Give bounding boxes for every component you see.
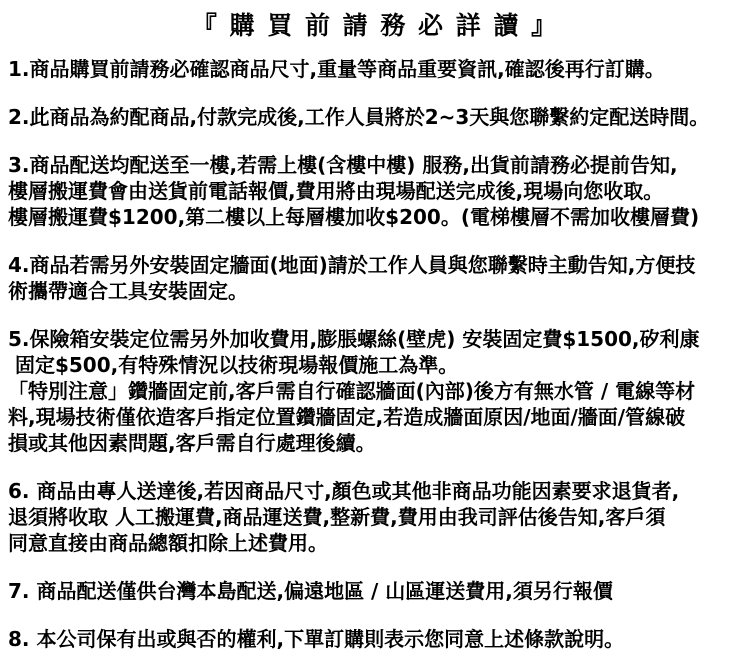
page-title: 『 購 買 前 請 務 必 詳 讀 』	[191, 11, 559, 40]
notice-paragraph-3	[8, 152, 750, 230]
notice-line: 樓層搬運費$1200,第二樓以上每層樓加收$200。(電梯樓層不需加收樓層費)	[8, 205, 700, 229]
notice-line: 固定$500,有特殊情況以技術現場報價施工為準。	[8, 353, 459, 377]
notice-line: 料,現場技術僅依造客戶指定位置鑽牆固定,若造成牆面原因/地面/牆面/管線破	[8, 405, 686, 429]
notice-line: 樓層搬運費會由送貨前電話報價,費用將由現場配送完成後,現場向您收取。	[8, 179, 664, 203]
notice-line: 2.此商品為約配商品,付款完成後,工作人員將於2~3天與您聯繫約定配送時間。	[8, 105, 710, 129]
notice-line: 退須將收取 人工搬運費,商品運送費,整新費,費用由我司評估後告知,客戶須	[8, 505, 666, 529]
notice-line: 同意直接由商品總額扣除上述費用。	[8, 531, 328, 555]
notice-paragraph-5	[8, 326, 750, 456]
notice-line: 4.商品若需另外安裝固定牆面(地面)請於工作人員與您聯繫時主動告知,方便技	[8, 253, 696, 277]
notice-paragraph-8	[8, 626, 750, 652]
notice-line: 「特別注意」鑽牆固定前,客戶需自行確認牆面(內部)後方有無水管 / 電線等材	[8, 379, 696, 403]
notice-line: 8. 本公司保有出或與否的權利,下單訂購則表示您同意上述條款說明。	[8, 627, 625, 651]
notice-line: 3.商品配送均配送至一樓,若需上樓(含樓中樓) 服務,出貨前請務必提前告知,	[8, 153, 678, 177]
notice-paragraph-4	[8, 252, 750, 304]
notice-paragraph-7	[8, 578, 750, 604]
notice-line: 術攜帶適合工具安裝固定。	[8, 279, 248, 303]
notice-line: 7. 商品配送僅供台灣本島配送,偏遠地區 / 山區運送費用,須另行報價	[8, 579, 613, 603]
notice-line: 5.保險箱安裝定位需另外加收費用,膨脹螺絲(壁虎) 安裝固定費$1500,矽利康	[8, 327, 700, 351]
purchase-notice-page	[0, 10, 750, 664]
notice-line: 6. 商品由專人送達後,若因商品尺寸,顏色或其他非商品功能因素要求退貨者,	[8, 479, 680, 503]
notice-line: 1.商品購買前請務必確認商品尺寸,重量等商品重要資訊,確認後再行訂購。	[8, 57, 665, 81]
notice-content	[8, 56, 750, 652]
notice-paragraph-2	[8, 104, 750, 130]
notice-paragraph-1	[8, 56, 750, 82]
notice-paragraph-6	[8, 478, 750, 556]
notice-line: 損或其他因素問題,客戶需自行處理後續。	[8, 431, 376, 455]
